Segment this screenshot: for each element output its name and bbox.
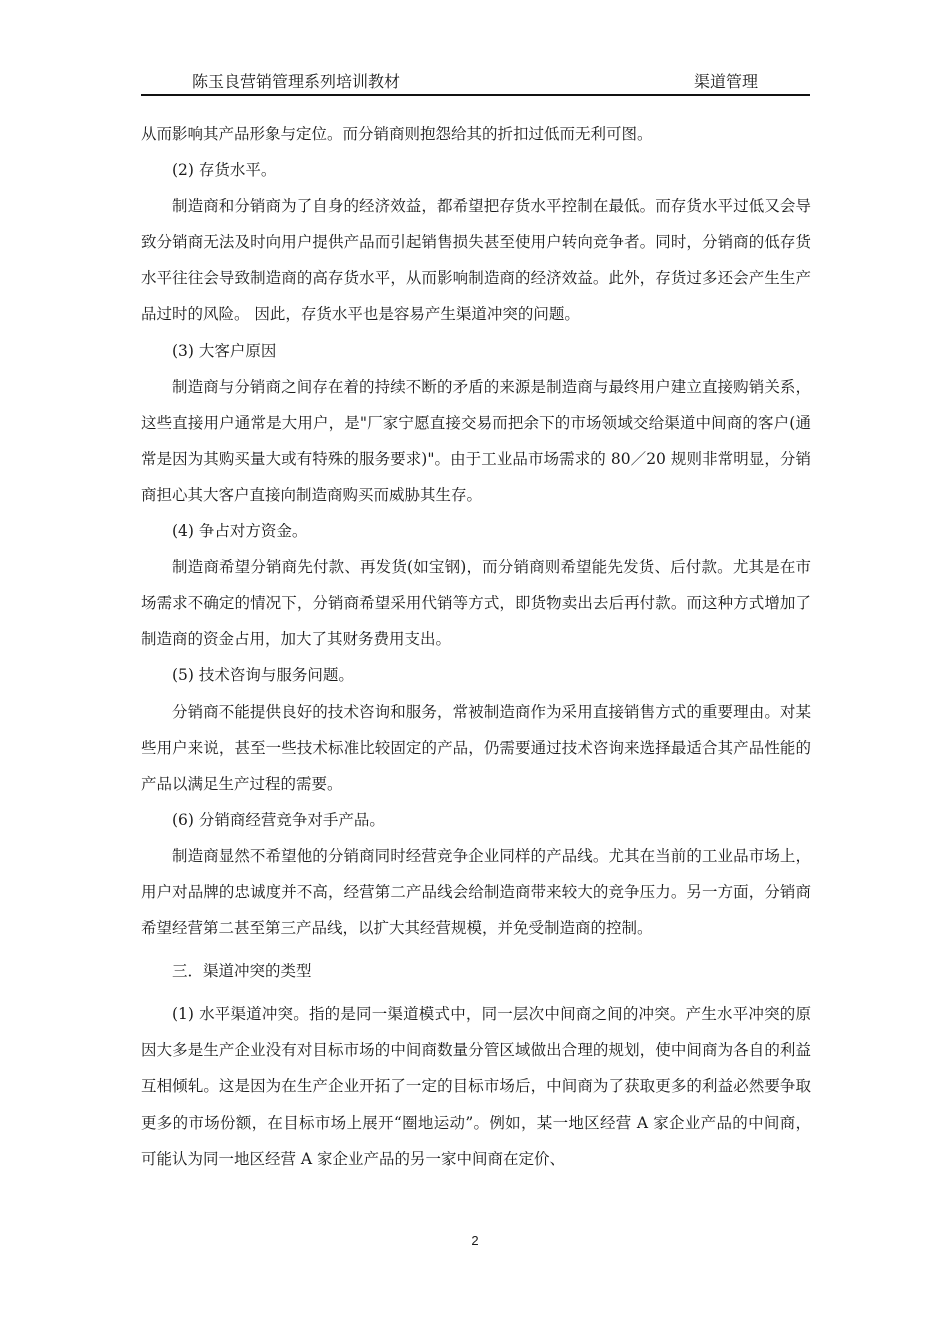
paragraph: 从而影响其产品形象与定位。而分销商则抱怨给其的折扣过低而无利可图。 [141, 125, 653, 143]
paragraph: 制造商显然不希望他的分销商同时经营竞争企业同样的产品线。尤其在当前的工业品市场上，用户对品牌的忠诚度并不高，经营第二产品线会给制造商带来较大的竞争压力。另一方面，分销商希望经营第二甚至第三产品线，以扩大其经营规模，并免受制造商的控制。 [141, 846, 811, 938]
document-body [141, 116, 811, 1177]
paragraph: 分销商不能提供良好的技术咨询和服务，常被制造商作为采用直接销售方式的重要理由。对某些用户来说，甚至一些技术标准比较固定的产品，仍需要通过技术咨询来选择最适合其产品性能的产品以满足生产过程的需要。 [141, 702, 811, 793]
header-title: 陈玉良营销管理系列培训教材 [192, 72, 401, 91]
paragraph: (1) 水平渠道冲突。指的是同一渠道模式中，同一层次中间商之间的冲突。产生水平冲突的原因大多是生产企业没有对目标市场的中间商数量分管区域做出合理的规划，使中间商为各自的利益互相倾轧。这是因为在生产企业开拓了一定的目标市场后，中间商为了获取更多的利益必然要争取更多的市场份额，在目标市场上展开“圈地运动”。例如，某一地区经营 A 家企业产品的中间商，可能认为同一地区经营 A 家企业产品的另一家中间商在定价、 [141, 1005, 811, 1168]
paragraph: 制造商和分销商为了自身的经济效益，都希望把存货水平控制在最低。而存货水平过低又会导致分销商无法及时向用户提供产品而引起销售损失甚至使用户转向竞争者。同时，分销商的低存货水平往往会导致制造商的高存货水平，从而影响制造商的经济效益。此外，存货过多还会产生生产品过时的风险。 因此，存货水平也是容易产生渠道冲突的问题。 [141, 197, 811, 324]
list-heading: (3) 大客户原因 [172, 341, 277, 360]
list-heading: (5) 技术咨询与服务问题。 [172, 666, 354, 685]
paragraph: 制造商与分销商之间存在着的持续不断的矛盾的来源是制造商与最终用户建立直接购销关系，这些直接用户通常是大用户，是"厂家宁愿直接交易而把余下的市场领域交给渠道中间商的客户(通常是因为其购买量大或有特殊的服务要求)"。由于工业品市场需求的 80／20 规则非常明显，分销商担心其大客户直接向制造商购买而威胁其生存。 [141, 377, 811, 504]
paragraph: 制造商希望分销商先付款、再发货(如宝钢)，而分销商则希望能先发货、后付款。尤其是在市场需求不确定的情况下，分销商希望采用代销等方式，即货物卖出去后再付款。而这种方式增加了制造商的资金占用，加大了其财务费用支出。 [141, 558, 811, 649]
header-section: 渠道管理 [693, 72, 758, 91]
page-number: 2 [471, 1233, 479, 1248]
list-heading: (4) 争占对方资金。 [172, 522, 308, 541]
list-heading: (6) 分销商经营竞争对手产品。 [172, 810, 385, 829]
page-header [141, 66, 810, 96]
section-title: 三．渠道冲突的类型 [172, 962, 312, 981]
list-heading: (2) 存货水平。 [172, 161, 277, 180]
